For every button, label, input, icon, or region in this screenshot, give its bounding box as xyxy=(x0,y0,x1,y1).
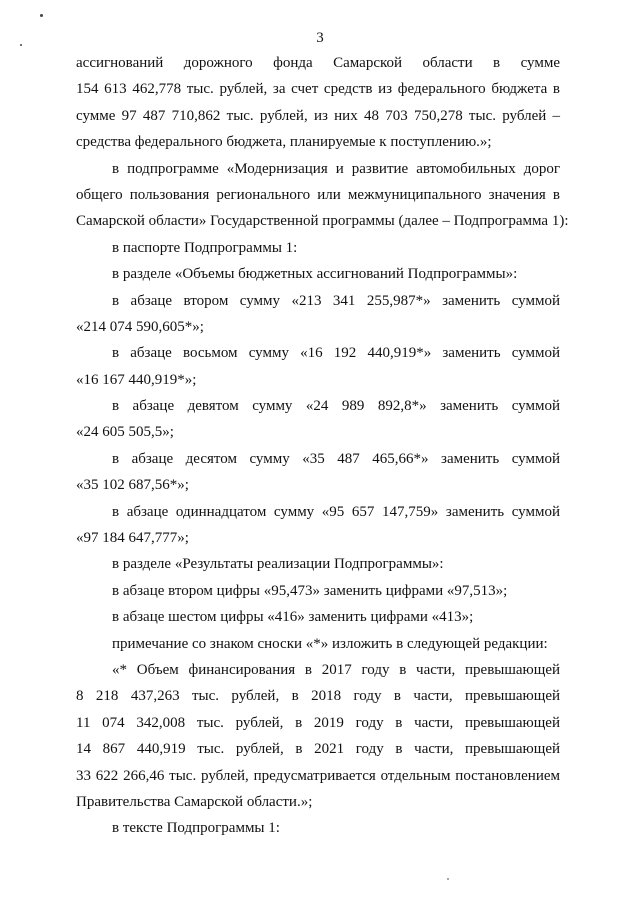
paragraph xyxy=(76,446,560,499)
text-line: «214 074 590,605*»; xyxy=(76,318,204,335)
text-line: в разделе «Результаты реализации Подпрограммы»: xyxy=(112,556,444,573)
text-line: Самарской области» Государственной программы (далее – Подпрограмма 1): xyxy=(76,213,569,230)
scan-speck xyxy=(447,878,449,880)
text-line: в подпрограмме «Модернизация и развитие автомобильных дорог xyxy=(112,160,560,177)
text-line: в разделе «Объемы бюджетных ассигнований Подпрограммы»: xyxy=(112,266,518,283)
text-line: в абзаце десятом сумму «35 487 465,66*» заменить суммой xyxy=(112,450,560,467)
paragraph xyxy=(76,288,560,341)
paragraph xyxy=(76,604,560,630)
text-line: в абзаце втором сумму «213 341 255,987*» заменить суммой xyxy=(112,292,560,309)
text-line: в абзаце девятом сумму «24 989 892,8*» заменить суммой xyxy=(112,398,560,415)
paragraph xyxy=(76,551,560,577)
text-line: Правительства Самарской области.»; xyxy=(76,793,313,810)
text-line: «16 167 440,919*»; xyxy=(76,371,197,388)
text-line: в абзаце восьмом сумму «16 192 440,919*» заменить суммой xyxy=(112,345,560,362)
paragraph xyxy=(76,156,569,235)
text-line: в абзаце одиннадцатом сумму «95 657 147,759» заменить суммой xyxy=(112,503,560,520)
text-line: 154 613 462,778 тыс. рублей, за счет средств из федерального бюджета в xyxy=(76,81,560,98)
text-line: в паспорте Подпрограммы 1: xyxy=(112,239,298,256)
paragraph xyxy=(76,631,560,657)
text-line: «* Объем финансирования в 2017 году в части, превышающей xyxy=(112,661,560,678)
text-line: примечание со знаком сноски «*» изложить в следующей редакции: xyxy=(112,635,548,652)
text-line: «35 102 687,56*»; xyxy=(76,477,189,494)
paragraph xyxy=(76,815,560,841)
paragraph xyxy=(76,657,560,815)
paragraph xyxy=(76,340,560,393)
text-line: 8 218 437,263 тыс. рублей, в 2018 году в части, превышающей xyxy=(76,688,560,705)
scan-speck xyxy=(40,14,43,17)
text-line: в абзаце втором цифры «95,473» заменить цифрами «97,513»; xyxy=(112,582,508,599)
text-line: общего пользования регионального или межмуниципального значения в xyxy=(76,186,560,203)
paragraph xyxy=(76,261,560,287)
text-line: 14 867 440,919 тыс. рублей, в 2021 году в части, превышающей xyxy=(76,741,560,758)
text-line: «97 184 647,777»; xyxy=(76,530,189,547)
text-line: в абзаце шестом цифры «416» заменить цифрами «413»; xyxy=(112,609,474,626)
paragraph xyxy=(76,235,560,261)
paragraph xyxy=(76,578,560,604)
paragraph xyxy=(76,393,560,446)
document-body xyxy=(76,50,569,842)
text-line: 11 074 342,008 тыс. рублей, в 2019 году в части, превышающей xyxy=(76,714,560,731)
page-number: 3 xyxy=(316,30,324,46)
text-line: «24 605 505,5»; xyxy=(76,424,174,441)
text-line: 33 622 266,46 тыс. рублей, предусматривается отдельным постановлением xyxy=(76,767,560,784)
text-line: в тексте Подпрограммы 1: xyxy=(112,820,280,837)
text-line: средства федерального бюджета, планируемые к поступлению.»; xyxy=(76,134,492,151)
text-line: сумме 97 487 710,862 тыс. рублей, из них 48 703 750,278 тыс. рублей – xyxy=(76,107,560,124)
paragraph xyxy=(76,50,560,156)
text-line: ассигнований дорожного фонда Самарской области в сумме xyxy=(76,55,560,71)
paragraph xyxy=(76,499,560,552)
